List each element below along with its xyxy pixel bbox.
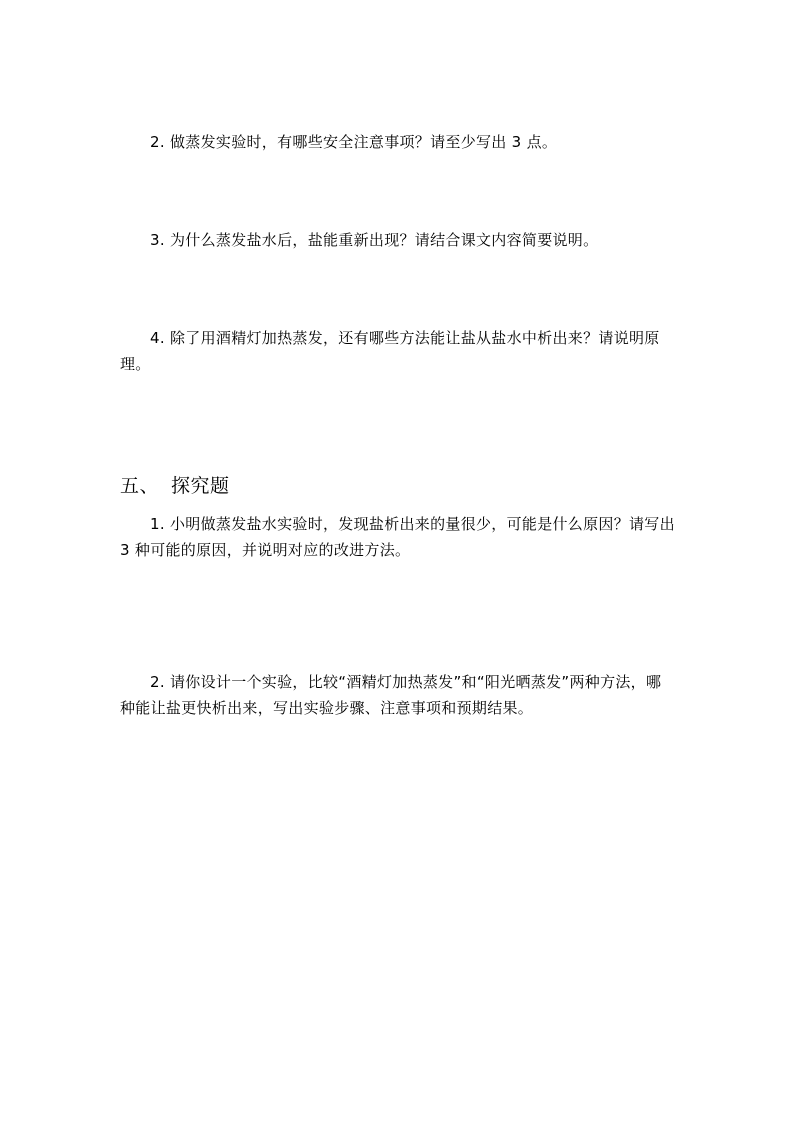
question-text: 除了用酒精灯加热蒸发，还有哪些方法能让盐从盐水中析出来？请说明原理。 (120, 329, 660, 373)
question-number: 2. (150, 133, 165, 151)
section5-question-2 (120, 669, 676, 721)
question-number: 2. (150, 673, 165, 691)
section-heading (120, 473, 230, 499)
question-text: 请你设计一个实验，比较“酒精灯加热蒸发”和“阳光晒蒸发”两种方法，哪种能让盐更快析出来，写出实验步骤、注意事项和预期结果。 (120, 673, 662, 717)
question-3 (120, 227, 676, 253)
question-number: 1. (150, 515, 165, 533)
question-text: 为什么蒸发盐水后，盐能重新出现？请结合课文内容简要说明。 (170, 231, 599, 249)
question-text: 做蒸发实验时，有哪些安全注意事项？请至少写出 3 点。 (170, 133, 558, 151)
section-title: 探究题 (171, 475, 230, 497)
question-text: 小明做蒸发盐水实验时，发现盐析出来的量很少，可能是什么原因？请写出 3 种可能的原因，并说明对应的改进方法。 (120, 515, 675, 559)
section-number: 五、 (120, 475, 160, 497)
question-number: 3. (150, 231, 165, 249)
section5-question-1 (120, 511, 676, 563)
question-4 (120, 325, 676, 377)
question-2 (120, 129, 676, 155)
question-number: 4. (150, 329, 165, 347)
